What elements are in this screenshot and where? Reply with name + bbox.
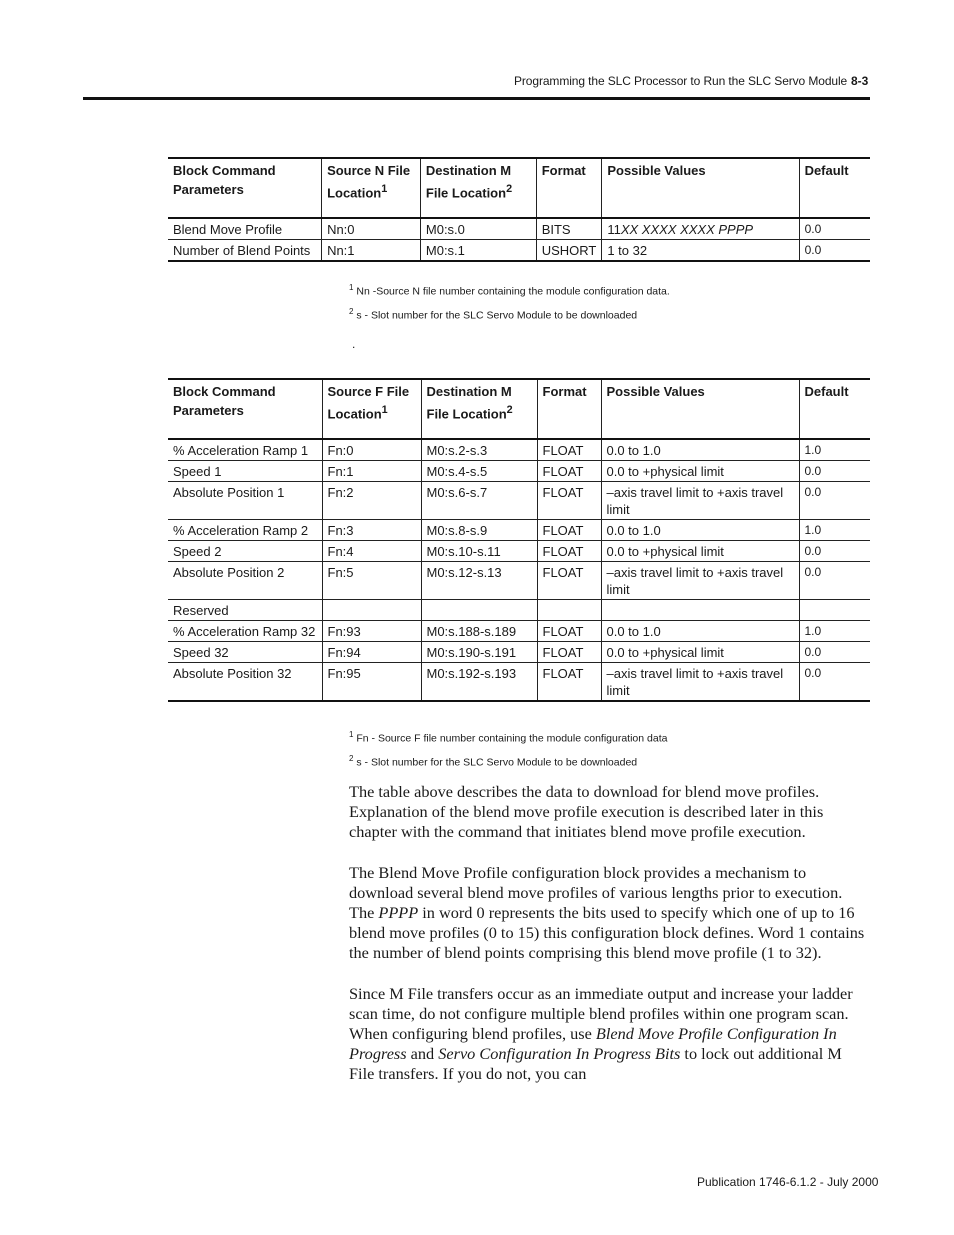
table-row (168, 642, 870, 663)
table-cell: FLOAT (537, 541, 601, 562)
paragraph: The Blend Move Profile configuration block provides a mechanism to download several blend move profiles of various lengths prior to execution. The PPPP in word 0 represents the bits used to specify which one of up to 16 blend move profiles (0 to 15) this configuration block defines. Word 1 contains the number of blend points comprising this blend move profile (1 to 32). (349, 862, 865, 963)
table-cell: M0:s.10-s.11 (421, 541, 537, 562)
table-cell: 0.0 to 1.0 (601, 520, 799, 541)
header-rule (83, 97, 870, 100)
table-cell: 0.0 (799, 541, 870, 562)
table-cell: Absolute Position 32 (168, 663, 322, 702)
paragraph: Since M File transfers occur as an immediate output and increase your ladder scan time, do not configure multiple blend profiles within one program scan. When configuring blend profiles, use Blend Move Profile Configuration In Progress and Servo Configuration In Progress Bits to lock out additional M File transfers. If you do not, you can (349, 983, 853, 1084)
footnote: $^2$ s - Slot number for the SLC Servo Module to be downloaded (349, 753, 638, 768)
column-header: Format (537, 379, 601, 439)
table-cell (421, 600, 537, 621)
table-cell: Nn:1 (322, 240, 421, 262)
footnote: $^2$ s - Slot number for the SLC Servo Module to be downloaded (349, 306, 638, 321)
column-header: Source N File Location$^1$ (322, 158, 421, 218)
table-cell: Fn:95 (322, 663, 421, 702)
running-title: Programming the SLC Processor to Run the SLC Servo Module (514, 74, 848, 88)
column-header: Default (799, 158, 870, 218)
column-header: Block Command Parameters (173, 163, 276, 197)
table-cell: 11XX XXXX XXXX PPPP (602, 218, 799, 240)
table-cell: M0:s.8-s.9 (421, 520, 537, 541)
table-cell: Blend Move Profile (168, 218, 322, 240)
table-cell: FLOAT (537, 562, 601, 600)
table-cell: 1.0 (799, 520, 870, 541)
table-cell (799, 600, 870, 621)
table-cell: M0:s.192-s.193 (421, 663, 537, 702)
table-cell: % Acceleration Ramp 32 (168, 621, 322, 642)
body-text (349, 782, 871, 1105)
table-row (168, 218, 870, 240)
table-cell: 0.0 to +physical limit (601, 642, 799, 663)
table-cell: % Acceleration Ramp 2 (168, 520, 322, 541)
footnote-mark: 2 (506, 183, 513, 195)
table-cell: –axis travel limit to +axis travel limit (601, 663, 799, 702)
table-cell: Absolute Position 2 (168, 562, 322, 600)
table-row (168, 600, 870, 621)
publication-footer: Publication 1746-6.1.2 - July 2000 (697, 1175, 879, 1189)
footnote-mark: 1 (381, 183, 388, 195)
paragraph: The table above describes the data to download for blend move profiles. Explanation of the blend move profile execution is described later in this chapter with the command that initiates blend move profile execution. (349, 782, 824, 842)
table-row (168, 240, 870, 262)
column-header: Block Command Parameters (173, 384, 276, 418)
table-cell: FLOAT (537, 482, 601, 520)
table-cell: Speed 2 (168, 541, 322, 562)
table-cell: FLOAT (537, 642, 601, 663)
table-cell: 0.0 to +physical limit (601, 461, 799, 482)
table-cell: % Acceleration Ramp 1 (168, 439, 322, 461)
separator-dot: . (352, 337, 356, 351)
table-cell: 0.0 to +physical limit (601, 541, 799, 562)
table-cell: Number of Blend Points (168, 240, 322, 262)
table-row (168, 541, 870, 562)
table-cell: Fn:0 (322, 439, 421, 461)
table-cell: FLOAT (537, 520, 601, 541)
table-cell: 0.0 (799, 642, 870, 663)
column-header: Possible Values (602, 158, 799, 218)
table-cell: 1.0 (799, 439, 870, 461)
table-cell: FLOAT (537, 621, 601, 642)
column-header: Destination M File Location$^2$ (421, 379, 537, 439)
table-row (168, 621, 870, 642)
blend-points-table (168, 378, 870, 702)
table-cell: M0:s.6-s.7 (421, 482, 537, 520)
table-cell (601, 600, 799, 621)
table-row (168, 482, 870, 520)
table-cell: Reserved (168, 600, 322, 621)
table-cell: Speed 32 (168, 642, 322, 663)
footnote: $^1$ Fn - Source F file number containing the module configuration data (349, 730, 668, 745)
table-cell: 0.0 to 1.0 (601, 439, 799, 461)
table-cell: Fn:94 (322, 642, 421, 663)
table-cell: 1 to 32 (602, 240, 799, 262)
footnotes (349, 725, 667, 772)
table-cell (322, 600, 421, 621)
table-cell: Fn:2 (322, 482, 421, 520)
footnote-mark: 1 (381, 404, 388, 416)
table-cell: FLOAT (537, 439, 601, 461)
table-row (168, 439, 870, 461)
table-cell: 0.0 (799, 663, 870, 702)
table-cell: 0.0 (799, 461, 870, 482)
table-cell: Speed 1 (168, 461, 322, 482)
table-row (168, 562, 870, 600)
column-header: Possible Values (601, 379, 799, 439)
table-cell: Absolute Position 1 (168, 482, 322, 520)
table-cell: USHORT (536, 240, 602, 262)
footnote-mark: 2 (506, 404, 513, 416)
table-row (168, 461, 870, 482)
table-cell (537, 600, 601, 621)
table-cell: 0.0 to 1.0 (601, 621, 799, 642)
table-cell: Nn:0 (322, 218, 421, 240)
blend-move-profile-table (168, 157, 870, 262)
table-cell: Fn:93 (322, 621, 421, 642)
column-header: Source F File Location$^1$ (322, 379, 421, 439)
table-cell: Fn:4 (322, 541, 421, 562)
table-cell: 0.0 (799, 218, 870, 240)
table-row (168, 663, 870, 702)
table-cell: M0:s.4-s.5 (421, 461, 537, 482)
table-cell: M0:s.0 (420, 218, 536, 240)
table-cell: 0.0 (799, 562, 870, 600)
column-header: Format (536, 158, 602, 218)
table-cell: M0:s.12-s.13 (421, 562, 537, 600)
table-cell: BITS (536, 218, 602, 240)
footnotes (349, 278, 670, 325)
table-header-row (168, 158, 870, 218)
table-cell: FLOAT (537, 461, 601, 482)
table-row (168, 520, 870, 541)
table-cell: 1.0 (799, 621, 870, 642)
table-cell: FLOAT (537, 663, 601, 702)
table-cell: Fn:1 (322, 461, 421, 482)
table-cell: M0:s.188-s.189 (421, 621, 537, 642)
table-cell: 0.0 (799, 240, 870, 262)
table-cell: Fn:5 (322, 562, 421, 600)
column-header: Destination M File Location$^2$ (420, 158, 536, 218)
column-header: Default (799, 379, 870, 439)
table-cell: Fn:3 (322, 520, 421, 541)
page-number: 8-3 (851, 74, 869, 88)
table-cell: –axis travel limit to +axis travel limit (601, 562, 799, 600)
table-cell: M0:s.190-s.191 (421, 642, 537, 663)
table-header-row (168, 379, 870, 439)
table-cell: M0:s.1 (420, 240, 536, 262)
table-cell: 0.0 (799, 482, 870, 520)
footnote: $^1$ Nn -Source N file number containing the module configuration data. (349, 283, 670, 298)
table-cell: –axis travel limit to +axis travel limit (601, 482, 799, 520)
table-cell: M0:s.2-s.3 (421, 439, 537, 461)
